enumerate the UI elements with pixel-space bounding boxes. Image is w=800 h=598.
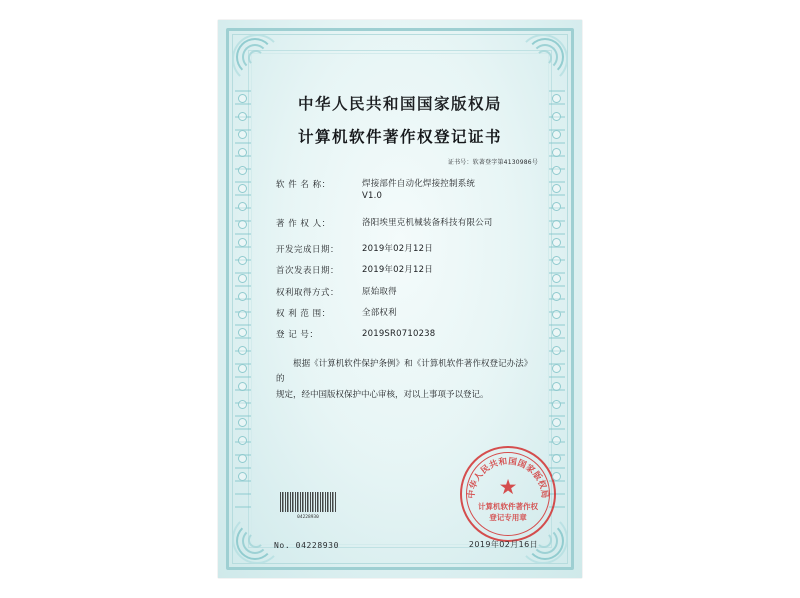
- barcode: [280, 492, 336, 512]
- fields-list: [258, 178, 542, 341]
- ornament-vine-dots: [238, 94, 248, 504]
- certificate-document: [218, 20, 582, 578]
- field-value-secondary: V1.0: [362, 191, 383, 202]
- issue-date: 2019年02月16日: [468, 540, 538, 549]
- field-row: [276, 243, 532, 255]
- field-row: [276, 264, 532, 276]
- field-value: 洛阳埃里克机械装备科技有限公司: [362, 217, 493, 228]
- field-value: 全部权利: [362, 307, 397, 318]
- field-row: [276, 307, 532, 319]
- field-row: [276, 286, 532, 298]
- field-value: 2019年02月12日: [362, 243, 433, 254]
- seal-arc-label: 中华人民共和国国家版权局: [466, 456, 550, 500]
- authority-title: 中华人民共和国国家版权局: [297, 95, 502, 113]
- seal-line-2: 登记专用章: [489, 513, 527, 522]
- field-value: 2019年02月12日: [362, 265, 433, 276]
- page-title: 计算机软件著作权登记证书: [297, 128, 502, 146]
- official-seal: [460, 446, 556, 542]
- field-value-main: 焊接部件自动化焊接控制系统: [362, 179, 476, 189]
- field-label: 软 件 名 称：: [276, 180, 331, 190]
- field-label: 首次发表日期：: [276, 266, 340, 277]
- statement-line-1: 根据《计算机软件保护条例》和《计算机软件著作权登记办法》的: [276, 358, 528, 385]
- seal-line-1: 计算机软件著作权: [478, 502, 538, 511]
- field-label: 登 记 号：: [276, 330, 319, 341]
- barcode-number: 04228930: [297, 515, 319, 520]
- field-label: 开发完成日期：: [276, 244, 340, 255]
- field-value: 原始取得: [362, 286, 397, 297]
- statement-line-2: 规定，经中国版权保护中心审核，对以上事项予以登记。: [276, 389, 489, 400]
- star-icon: ★: [498, 476, 518, 499]
- serial-label: No.: [274, 541, 291, 550]
- field-row: [276, 328, 532, 340]
- field-row: [276, 217, 532, 229]
- serial-number-block: [274, 541, 339, 550]
- field-value: 2019SR0710238: [362, 329, 436, 340]
- field-value: [362, 178, 475, 203]
- field-label: 权利取得方式：: [276, 287, 340, 298]
- ornament-vine-dots: [552, 94, 562, 504]
- statement-paragraph: [258, 357, 542, 404]
- field-row: [276, 178, 532, 203]
- field-label: 权 利 范 围：: [276, 308, 331, 319]
- certificate-number: 证书号：软著登字第4130986号: [447, 159, 538, 166]
- serial-value: 04228930: [295, 541, 340, 550]
- field-label: 著 作 权 人：: [276, 218, 331, 229]
